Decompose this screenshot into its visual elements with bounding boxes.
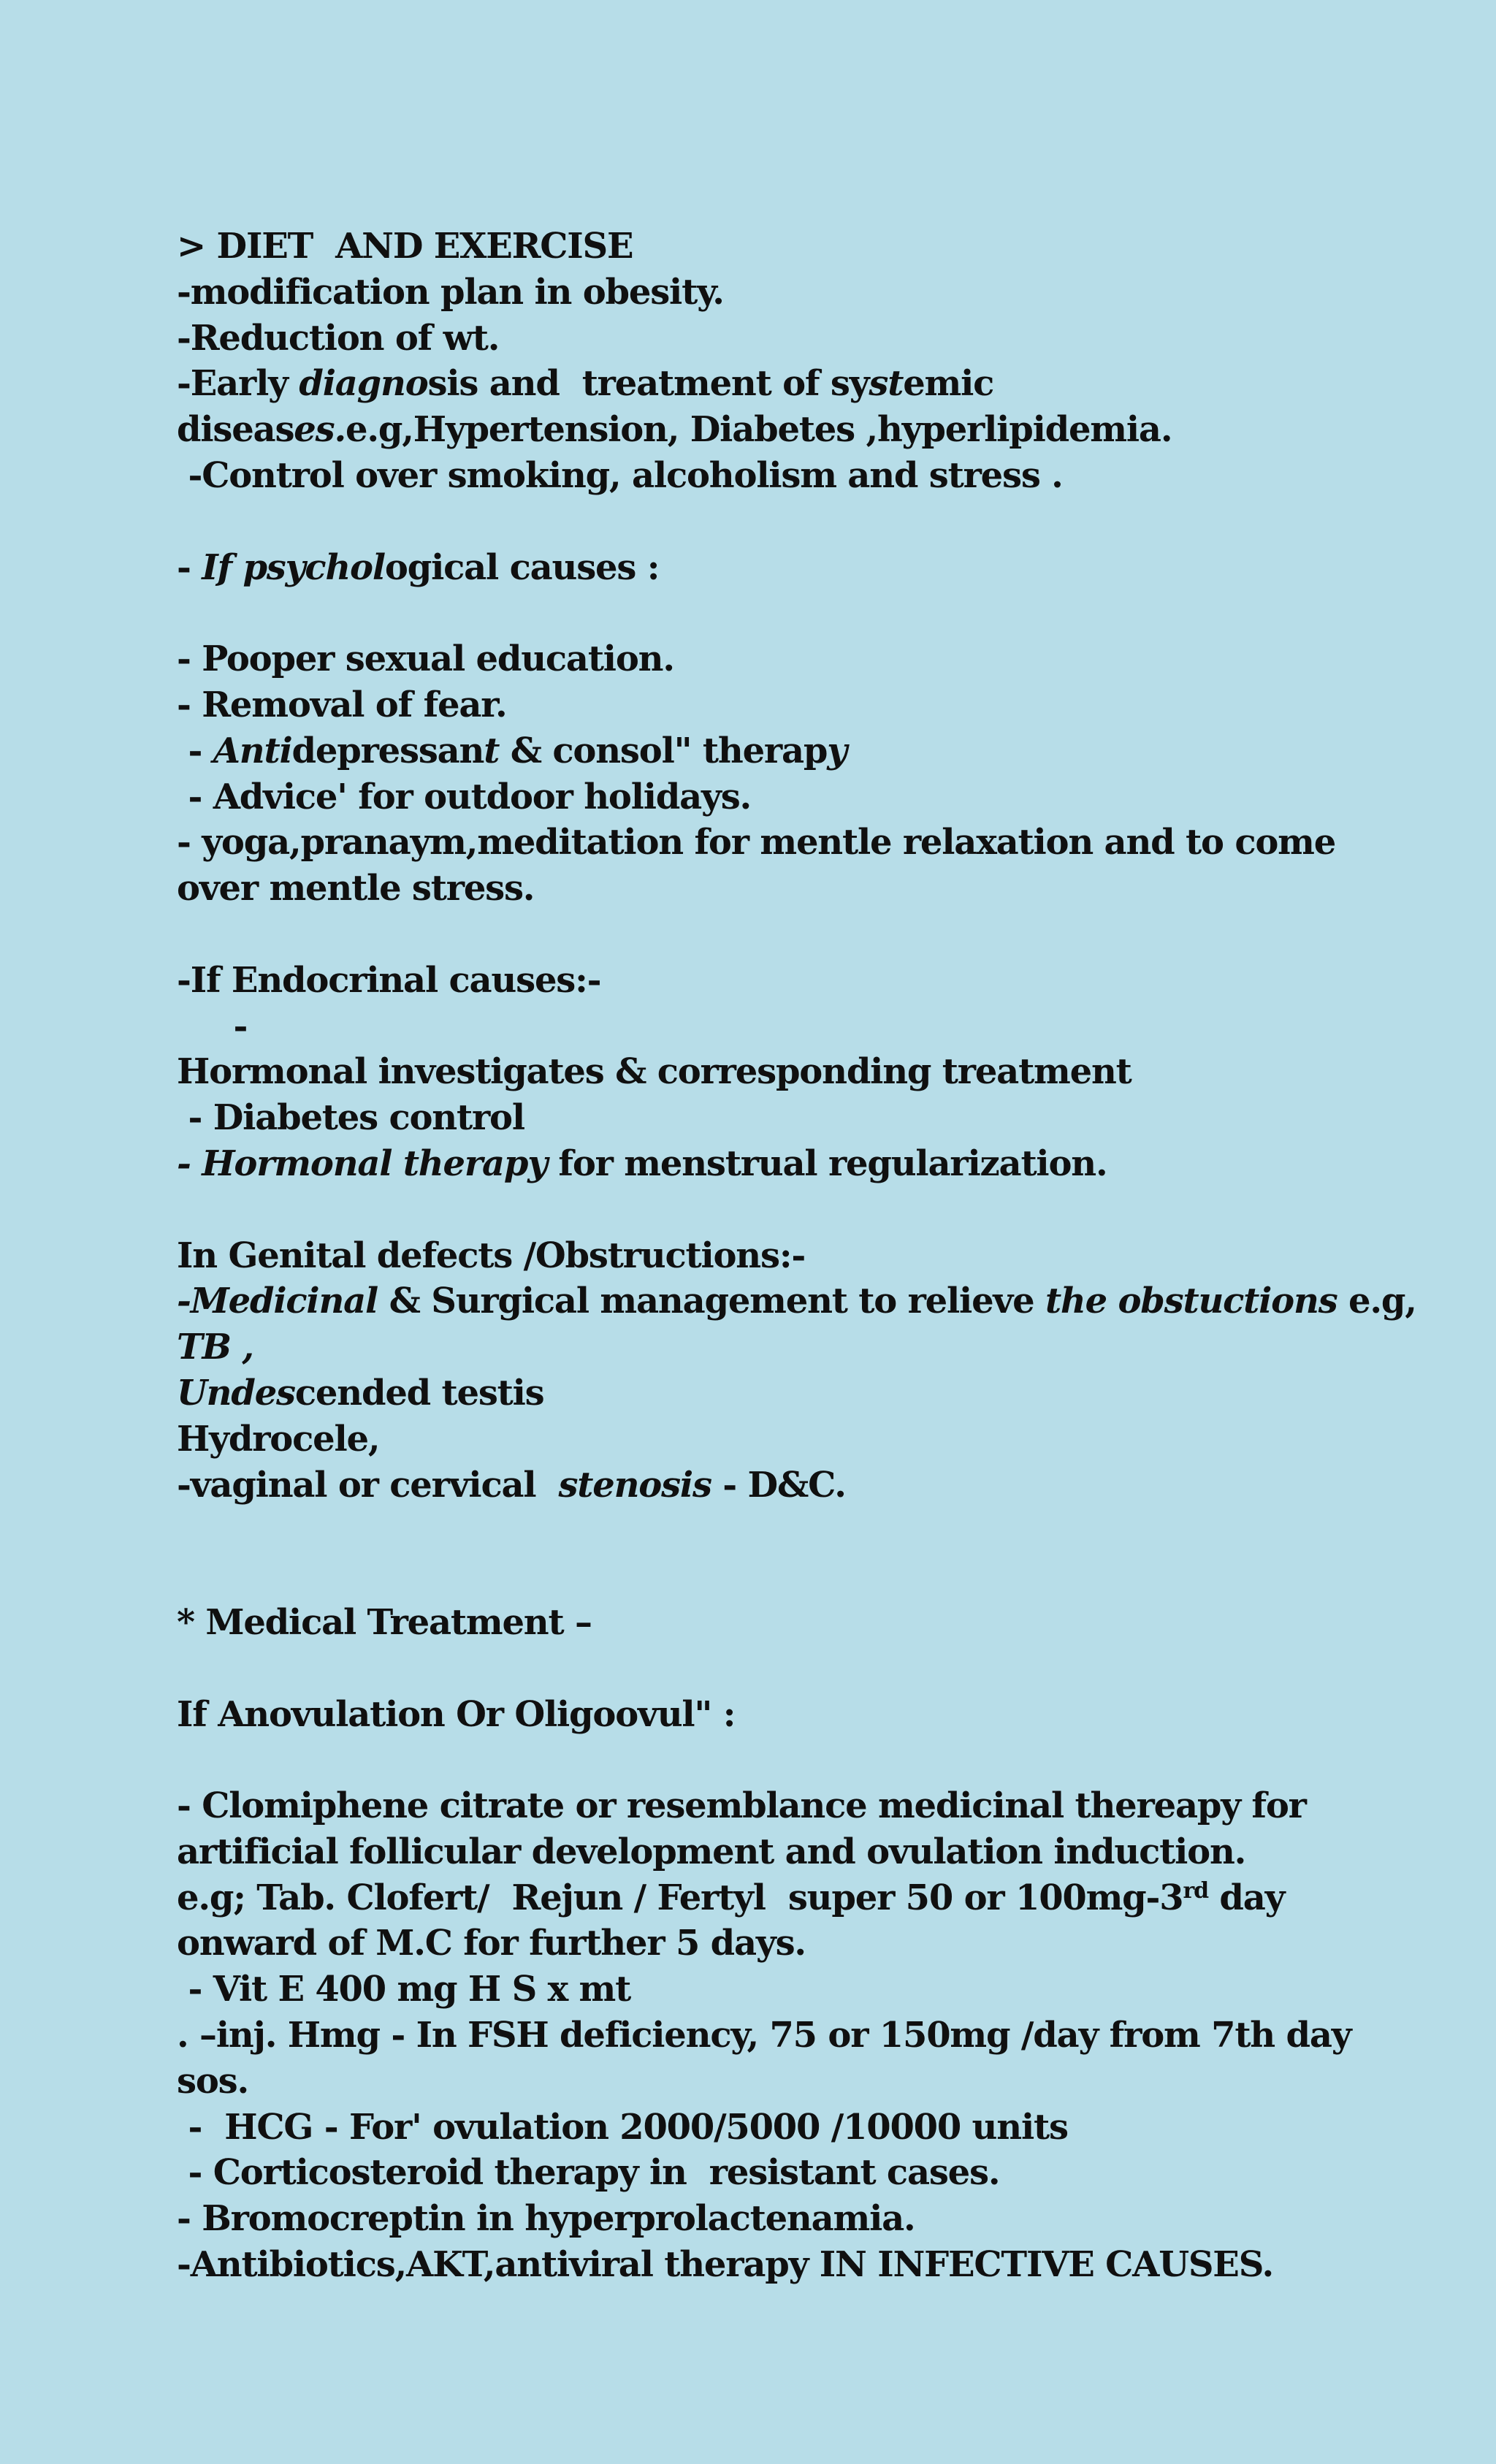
document-page [177,224,1416,2288]
spacer [177,1187,1375,1233]
genital-line-1 [177,1278,1416,1324]
endo-dash: - [177,1005,248,1047]
genital-line-4: Hydrocele, [177,1418,380,1460]
psych-line-3 [177,728,1375,774]
medical-line-2: artificial follicular development and ovulation induction. [177,1831,1246,1872]
diet-line-5: -Control over smoking, alcoholism and stress . [177,454,1063,496]
medical-line-6: . –inj. Hmg - In FSH deficiency, 75 or 150mg /day from 7th day [177,2015,1351,2056]
text-run: & consol" therap [499,730,828,771]
medical-line-11: -Antibiotics,AKT,antiviral therapy IN INFECTIVE CAUSES. [177,2244,1273,2286]
text-run: - D&C. [711,1464,846,1506]
medical-line-8: - HCG - For' ovulation 2000/5000 /10000 units [177,2106,1068,2148]
genital-heading: In Genital defects /Obstructions:- [177,1235,806,1276]
text-run-italic: y [827,730,847,771]
text-run: - [177,546,202,588]
medical-line-10: - Bromocreptin in hyperprolactenamia. [177,2198,915,2240]
text-run: diseas [177,409,294,451]
text-run: e.g, [1337,1281,1416,1322]
endo-heading: -If Endocrinal causes:- [177,959,601,1001]
psych-line-4: - Advice' for outdoor holidays. [177,776,752,817]
psych-line-6: over mentle stress. [177,868,535,909]
medical-line-4: onward of M.C for further 5 days. [177,1923,806,1964]
medical-line-5: - Vit E 400 mg H S x mt [177,1969,631,2010]
diet-line-2: -Reduction of wt. [177,317,500,359]
spacer [177,912,1375,958]
text-run-italic: es. [294,409,346,451]
medical-line-3 [177,1875,1375,1921]
text-run-italic: stenosis [558,1464,711,1506]
spacer [177,499,1375,545]
text-run: e.g,Hypertension, Diabetes ,hyperlipidemia. [345,409,1172,451]
spacer [177,1508,1375,1600]
text-run: ogical causes : [384,546,660,588]
text-run: sis and treatment of sy [427,363,869,405]
text-run-italic: If psychol [202,546,385,588]
text-run-italic: t [484,730,500,771]
endo-line-1: Hormonal investigates & corresponding treatment [177,1051,1131,1093]
psych-heading [177,545,1375,591]
medical-line-7: sos. [177,2060,248,2102]
psych-line-2: - Removal of fear. [177,684,507,725]
spacer [177,590,1375,636]
endo-line-3 [177,1141,1375,1187]
medical-subheading: If Anovulation Or Oligoovul" : [177,1693,736,1735]
spacer [177,1646,1375,1692]
text-run: for menstrual regularization. [546,1143,1107,1184]
text-run-italic: diagno [299,363,428,405]
text-run: cended testis [294,1372,544,1414]
endo-line-2: - Diabetes control [177,1097,524,1139]
diet-line-4 [177,407,1375,453]
text-run: e.g; Tab. Clofert/ Rejun / Fertyl super 50 or 100mg-3 [177,1877,1183,1918]
text-run-italic: Anti [213,730,292,771]
medical-heading: * Medical Treatment – [177,1601,592,1643]
diet-line-3 [177,361,1375,407]
text-run-italic: st [869,363,904,405]
text-run: emic [903,363,994,405]
psych-line-5: - yoga,pranaym,meditation for mentle relaxation and to come [177,822,1336,863]
diet-line-1: -modification plan in obesity. [177,271,724,313]
text-run: depressan [291,730,484,771]
genital-line-3 [177,1370,1375,1416]
text-run: -vaginal or cervical [177,1464,559,1506]
diet-heading: > DIET AND EXERCISE [177,226,633,267]
text-run: day [1207,1877,1285,1918]
text-run: -Early [177,363,299,405]
text-run-italic: -Medicinal [177,1281,378,1322]
genital-line-2: TB , [177,1327,253,1368]
text-run: - [177,730,213,771]
text-run-italic: Undes [177,1372,295,1414]
medical-line-1: - Clomiphene citrate or resemblance medicinal thereapy for [177,1785,1306,1827]
text-run: & Surgical management to relieve [378,1281,1045,1322]
text-run-italic: - Hormonal therapy [177,1143,547,1184]
genital-line-5 [177,1462,1375,1508]
medical-line-9: - Corticosteroid therapy in resistant cases. [177,2152,1000,2194]
text-run-italic: the obstuctions [1045,1281,1337,1322]
spacer [177,1737,1375,1783]
psych-line-1: - Pooper sexual education. [177,638,674,680]
superscript: rd [1183,1877,1208,1904]
